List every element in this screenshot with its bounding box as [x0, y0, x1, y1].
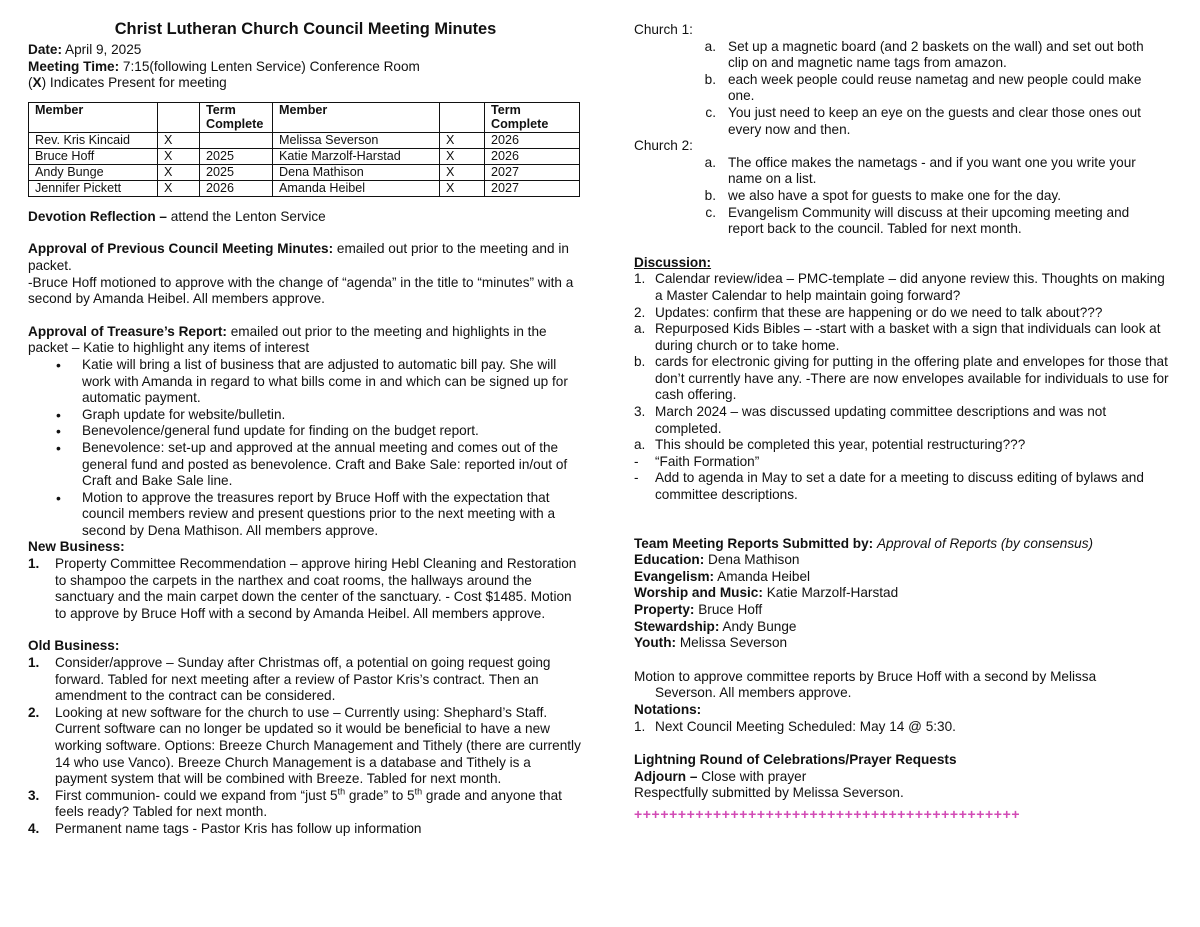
table-cell: 2026 — [200, 180, 273, 196]
header-member: Member — [29, 102, 158, 132]
list-item: 3. March 2024 – was discussed updating committee descriptions and was not completed. — [634, 404, 1107, 436]
list-item: - Add to agenda in May to set a date for a meeting to discuss editing of bylaws and committee descriptions. — [634, 470, 1144, 503]
list-item: Worship and Music: Katie Marzolf-Harstad — [634, 585, 899, 601]
team-reports-list — [634, 552, 1174, 652]
table-cell: 2027 — [485, 180, 580, 196]
list-item: a. Set up a magnetic board (and 2 baskets on the wall) and set out both clip on and magnetic name tags from amazon. — [704, 38, 1144, 71]
team-reports-heading: Team Meeting Reports Submitted by: Approval of Reports (by consensus) — [634, 535, 1094, 551]
table-cell: Amanda Heibel — [273, 180, 440, 196]
list-item: • Benevolence/general fund update for finding on the budget report. — [82, 423, 583, 440]
header-member-2: Member — [273, 102, 440, 132]
table-cell: X — [158, 148, 200, 164]
document-title: Christ Lutheran Church Council Meeting Minutes — [114, 20, 497, 38]
list-item: a. This should be completed this year, potential restructuring??? — [634, 437, 1026, 453]
table-cell: X — [440, 132, 485, 148]
list-item: b. cards for electronic giving for putting in the offering plate and envelopes for those that don’t currently have any. -There are now envelopes available for individuals to use for cash offering. — [634, 354, 1169, 403]
table-cell: X — [158, 180, 200, 196]
list-item: 1. Next Council Meeting Scheduled: May 14 @ 5:30. — [634, 718, 956, 734]
list-item: 1. Property Committee Recommendation – approve hiring Hebl Cleaning and Restoration to shampoo the carpets in the narthex and coat rooms, the hallways around the sanctuary and the main carpet down the center of the sanctuary. - Cost $1485. Motion to approve by Bruce Hoff with a second by Amanda Heibel. All members approve. — [28, 556, 577, 621]
list-item: b. we also have a spot for guests to make one for the day. — [704, 187, 1061, 203]
table-cell: Jennifer Pickett — [29, 180, 158, 196]
list-item: 2. Updates: confirm that these are happening or do we need to talk about??? — [634, 304, 1103, 320]
table-cell: Dena Mathison — [273, 164, 440, 180]
lightning-round: Lightning Round of Celebrations/Prayer Requests — [634, 752, 957, 768]
table-cell: 2026 — [485, 132, 580, 148]
list-item: Property: Bruce Hoff — [634, 602, 763, 617]
left-column — [28, 18, 583, 838]
motion-reports: Motion to approve committee reports by Bruce Hoff with a second by Melissa — [634, 668, 1097, 684]
header-present-2 — [440, 102, 485, 132]
discussion-heading: Discussion: — [634, 254, 712, 270]
table-cell: Katie Marzolf-Harstad — [273, 148, 440, 164]
table-cell: 2026 — [485, 148, 580, 164]
list-item: Evangelism: Amanda Heibel — [634, 568, 811, 584]
list-item: b. each week people could reuse nametag and new people could make one. — [704, 71, 1142, 104]
table-row — [29, 180, 580, 196]
devotion-reflection: Devotion Reflection – attend the Lenton Service — [28, 208, 326, 224]
table-cell: 2025 — [200, 164, 273, 180]
new-business-heading: New Business: — [28, 539, 125, 555]
table-cell: X — [158, 132, 200, 148]
list-item: 1. Calendar review/idea – PMC-template – did anyone review this. Thoughts on making a Master Calendar to help maintain going forward? — [634, 271, 1165, 303]
treasure-bullets — [28, 357, 583, 540]
member-table — [28, 102, 580, 197]
table-row — [29, 148, 580, 164]
list-item: c. You just need to keep an eye on the guests and clear those ones out every now and then. — [705, 104, 1141, 137]
list-item: Stewardship: Andy Bunge — [634, 618, 797, 634]
table-cell: Melissa Severson — [273, 132, 440, 148]
submitted-by: Respectfully submitted by Melissa Severson. — [634, 785, 904, 801]
old-business-heading: Old Business: — [28, 638, 120, 654]
church2-list — [634, 155, 1174, 238]
table-cell: Bruce Hoff — [29, 148, 158, 164]
table-cell: 2025 — [200, 148, 273, 164]
member-table-header — [29, 102, 580, 132]
list-item: 4. Permanent name tags - Pastor Kris has follow up information — [28, 820, 422, 836]
header-term: Term Complete — [200, 102, 273, 132]
table-cell: 2027 — [485, 164, 580, 180]
list-item: a. The office makes the nametags - and if you want one you write your name on a list. — [704, 154, 1136, 187]
list-item: 2. Looking at new software for the church to use – Currently using: Shephard’s Staff. Current software can no longer be updated so it would be beneficial to have a new working software. Options: Breeze Church Management and Tithely (there are currently 14 who use Vanco). Breeze Church Management is a database and Tithely is a payment system that will be combined with Breeze. Tabled for next month. — [28, 704, 581, 787]
list-item: • Graph update for website/bulletin. — [82, 407, 583, 424]
list-item: • Motion to approve the treasures report by Bruce Hoff with the expectation that council members review and present questions prior to the next meeting with a second by Dena Mathison. All members approve. — [82, 490, 583, 540]
header-present — [158, 102, 200, 132]
discussion-list — [634, 271, 1174, 503]
table-cell: X — [440, 164, 485, 180]
table-cell — [200, 132, 273, 148]
divider-pluses: ++++++++++++++++++++++++++++++++++++++++++++ — [634, 805, 1021, 822]
list-item: Education: Dena Mathison — [634, 552, 800, 568]
list-item: c. Evangelism Community will discuss at their upcoming meeting and report back to the council. Tabled for next month. — [705, 204, 1130, 237]
approval-minutes-motion: -Bruce Hoff motioned to approve with the change of “agenda” in the title to “minutes” with a second by Amanda Heibel. All members approve. — [28, 274, 574, 307]
notations-heading: Notations: — [634, 701, 702, 717]
list-item: • Katie will bring a list of business that are adjusted to automatic bill pay. She will work with Amanda in regard to what bills come in and which can be signed up for automatic payment. — [82, 357, 583, 407]
church1-list — [634, 39, 1174, 139]
table-cell: X — [440, 180, 485, 196]
present-legend: (X) Indicates Present for meeting — [28, 75, 227, 91]
church2-label: Church 2: — [634, 138, 693, 154]
treasure-report: Approval of Treasure’s Report: emailed out prior to the meeting and highlights in the packet – Katie to highlight any items of interest — [28, 323, 547, 356]
table-row — [29, 164, 580, 180]
table-cell: X — [158, 164, 200, 180]
church1-label: Church 1: — [634, 22, 693, 37]
list-item: 3. First communion- could we expand from “just 5th grade” to 5th grade and anyone that feels ready? Tabled for next month. — [28, 786, 562, 820]
new-business-list — [28, 556, 583, 622]
table-cell: Andy Bunge — [29, 164, 158, 180]
old-business-list — [28, 655, 583, 838]
table-cell: X — [440, 148, 485, 164]
notations-list — [634, 719, 1174, 736]
adjourn: Adjourn – Close with prayer — [634, 768, 807, 784]
list-item: - “Faith Formation” — [634, 453, 760, 469]
meeting-time: Meeting Time: 7:15(following Lenten Service) Conference Room — [28, 58, 420, 74]
approval-minutes: Approval of Previous Council Meeting Minutes: emailed out prior to the meeting and in packet. — [28, 241, 569, 273]
list-item: 1. Consider/approve – Sunday after Christmas off, a potential on going request going forward. Tabled for next meeting after a review of Pastor Kris’s contract. Then an amendment to the contract can be considered. — [28, 655, 551, 704]
list-item: • Benevolence: set-up and approved at the annual meeting and comes out of the general fund and posted as benevolence. Craft and Bake Sale: reported in/out of Craft and Bake Sale line. — [82, 440, 583, 490]
meeting-date: Date: April 9, 2025 — [28, 42, 142, 57]
header-term-2: Term Complete — [485, 102, 580, 132]
list-item: a. Repurposed Kids Bibles – -start with a basket with a sign that individuals can look at during church or to take home. — [634, 321, 1161, 353]
table-row — [29, 132, 580, 148]
right-column — [634, 22, 1174, 823]
motion-reports-cont: Severson. All members approve. — [655, 685, 852, 701]
list-item: Youth: Melissa Severson — [634, 635, 788, 651]
table-cell: Rev. Kris Kincaid — [29, 132, 158, 148]
